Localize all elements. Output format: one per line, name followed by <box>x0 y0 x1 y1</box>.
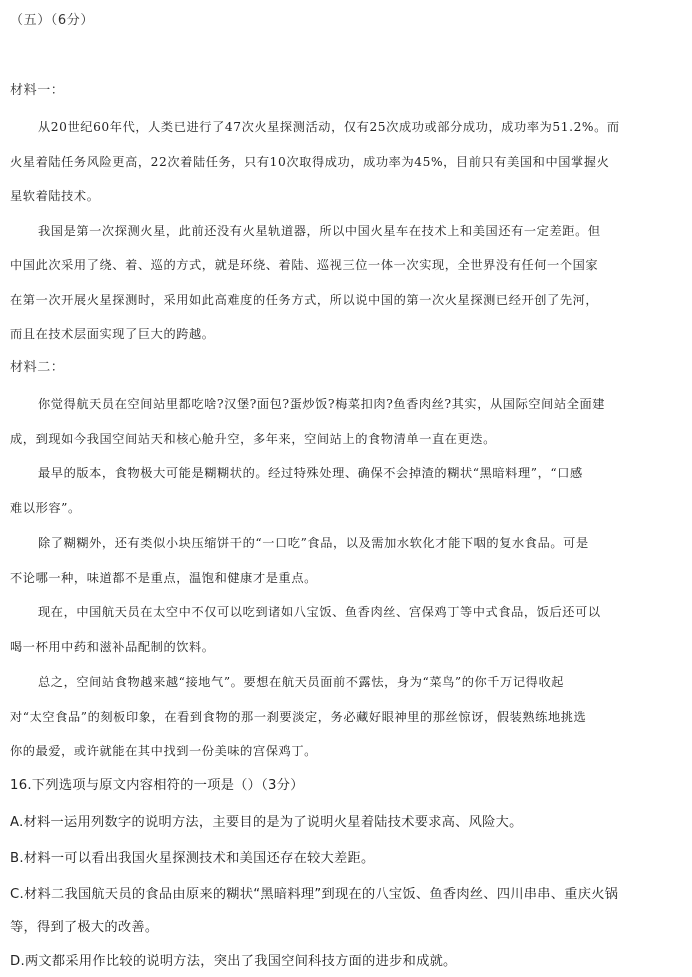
material2-line: 最早的版本，食物极大可能是糊糊状的。经过特殊处理、确保不会掉渣的糊状“黑暗料理”，“口感 <box>38 466 583 480</box>
question-option-b: B.材料一可以看出我国火星探测技术和美国还存在较大差距。 <box>10 851 375 866</box>
material2-line: 现在，中国航天员在太空中不仅可以吃到诸如八宝饭、鱼香肉丝、宫保鸡丁等中式食品，饭后还可以 <box>38 605 601 619</box>
material2-line: 成，到现如今我国空间站天和核心舱升空，多年来，空间站上的食物清单一直在更迭。 <box>10 432 496 446</box>
question-option-c-continued: 等，得到了极大的改善。 <box>10 920 159 935</box>
question-option-a: A.材料一运用列数字的说明方法，主要目的是为了说明火星着陆技术要求高、风险大。 <box>10 815 523 830</box>
material2-line: 除了糊糊外，还有类似小块压缩饼干的“一口吃”食品，以及需加水软化才能下咽的复水食品。可是 <box>38 536 589 550</box>
material1-line: 火星着陆任务风险更高，22次着陆任务，只有10次取得成功，成功率为45%，目前只有美国和中国掌握火 <box>10 155 610 169</box>
question-option-c: C.材料二我国航天员的食品由原来的糊状“黑暗料理”到现在的八宝饭、鱼香肉丝、四川串串、重庆火锅 <box>10 887 619 902</box>
material2-line: 难以形容”。 <box>10 501 81 515</box>
question-stem: 16.下列选项与原文内容相符的一项是（）（3分） <box>10 778 304 793</box>
question-option-d: D.两文都采用作比较的说明方法，突出了我国空间科技方面的进步和成就。 <box>10 954 457 969</box>
material1-label: 材料一： <box>10 83 65 98</box>
material2-line: 总之，空间站食物越来越“接地气”。要想在航天员面前不露怯，身为“菜鸟”的你千万记得收起 <box>38 675 565 689</box>
section-header: （五）（6分） <box>10 13 94 28</box>
material1-line: 在第一次开展火星探测时，采用如此高难度的任务方式，所以说中国的第一次火星探测已经开创了先河， <box>10 293 599 307</box>
material1-line: 从20世纪60年代，人类已进行了47次火星探测活动，仅有25次成功或部分成功，成功率为51.2%。而 <box>38 120 620 134</box>
material2-line: 喝一杯用中药和滋补品配制的饮料。 <box>10 640 215 654</box>
material1-line: 星软着陆技术。 <box>10 189 100 203</box>
material2-line: 你的最爱，或许就能在其中找到一份美味的宫保鸡丁。 <box>10 744 317 758</box>
material1-line: 我国是第一次探测火星，此前还没有火星轨道器，所以中国火星车在技术上和美国还有一定差距。但 <box>38 224 601 238</box>
material2-label: 材料二： <box>10 360 65 375</box>
material2-line: 你觉得航天员在空间站里都吃啥?汉堡?面包?蛋炒饭?梅菜扣肉?鱼香肉丝?其实，从国际空间站全面建 <box>38 397 606 411</box>
material1-line: 而且在技术层面实现了巨大的跨越。 <box>10 327 215 341</box>
material2-line: 不论哪一种，味道都不是重点，温饱和健康才是重点。 <box>10 571 317 585</box>
material2-line: 对“太空食品”的刻板印象，在看到食物的那一刹要淡定，务必藏好眼神里的那丝惊讶，假装熟练地挑选 <box>10 710 587 724</box>
material1-line: 中国此次采用了绕、着、巡的方式，就是环绕、着陆、巡视三位一体一次实现，全世界没有任何一个国家 <box>10 258 599 272</box>
